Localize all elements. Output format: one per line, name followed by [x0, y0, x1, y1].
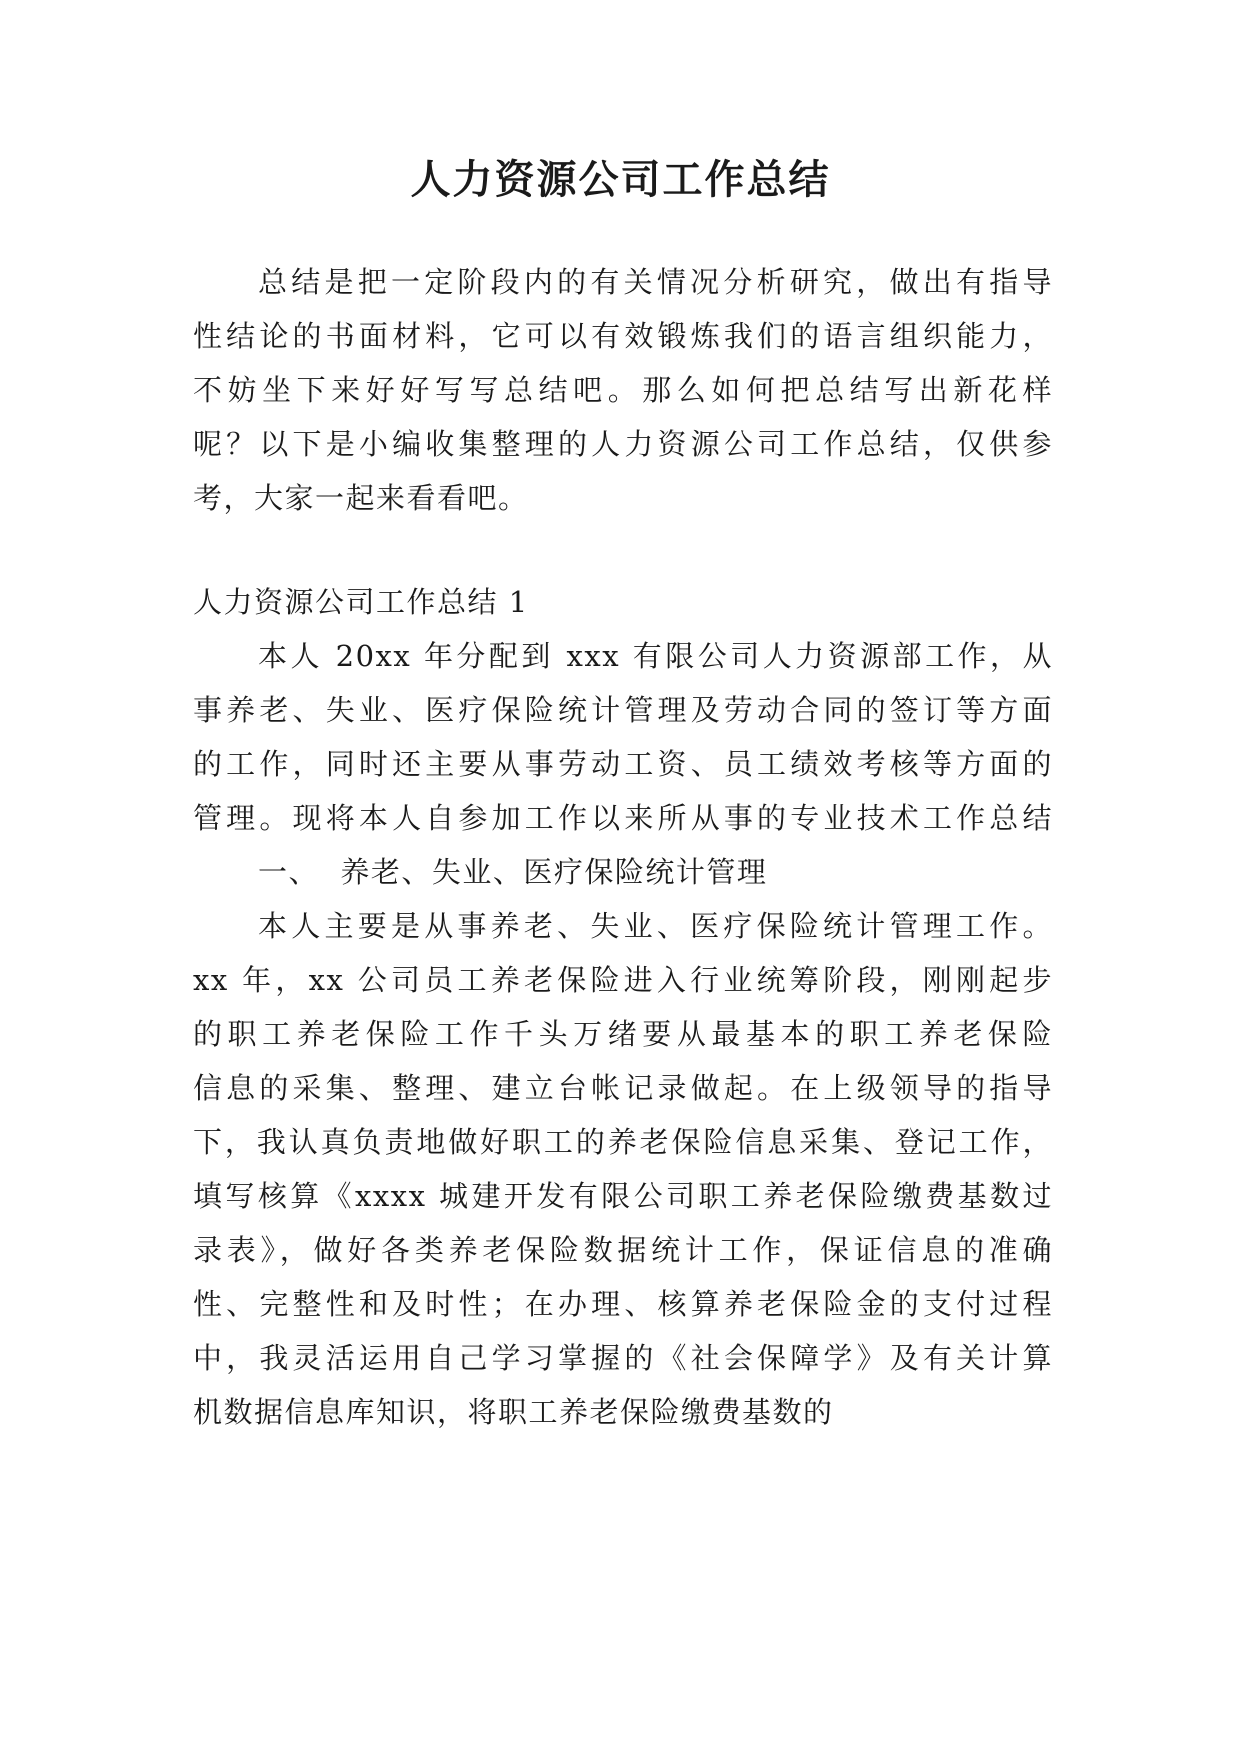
para2-line-3: 的职工养老保险工作千头万绪要从最基本的职工养老保险 — [193, 1017, 1053, 1051]
para2-line-9: 中，我灵活运用自己学习掌握的《社会保障学》及有关计算 — [193, 1341, 1053, 1375]
para2-line-6: 填写核算《xxxx 城建开发有限公司职工养老保险缴费基数过 — [193, 1179, 1053, 1213]
intro-line-1: 总结是把一定阶段内的有关情况分析研究，做出有指导 — [258, 265, 1053, 299]
para1-line-4: 管理。现将本人自参加工作以来所从事的专业技术工作总结 — [193, 801, 1053, 835]
intro-line-2: 性结论的书面材料，它可以有效锻炼我们的语言组织能力， — [193, 319, 1053, 353]
section-heading: 人力资源公司工作总结 1 — [193, 585, 529, 619]
subheading: 一、 养老、失业、医疗保险统计管理 — [258, 855, 768, 889]
intro-line-5: 考，大家一起来看看吧。 — [193, 481, 529, 515]
para1-line-3: 的工作，同时还主要从事劳动工资、员工绩效考核等方面的 — [193, 747, 1053, 781]
para2-line-7: 录表》，做好各类养老保险数据统计工作，保证信息的准确 — [193, 1233, 1053, 1267]
para2-line-4: 信息的采集、整理、建立台帐记录做起。在上级领导的指导 — [193, 1071, 1053, 1105]
para2-line-10: 机数据信息库知识，将职工养老保险缴费基数的 — [193, 1395, 834, 1429]
para1-line-2: 事养老、失业、医疗保险统计管理及劳动合同的签订等方面 — [193, 693, 1053, 727]
para2-line-8: 性、完整性和及时性；在办理、核算养老保险金的支付过程 — [193, 1287, 1053, 1321]
intro-line-4: 呢？以下是小编收集整理的人力资源公司工作总结，仅供参 — [193, 427, 1053, 461]
para2-line-2: xx 年，xx 公司员工养老保险进入行业统筹阶段，刚刚起步 — [193, 963, 1053, 997]
para1-line-1: 本人 20xx 年分配到 xxx 有限公司人力资源部工作，从 — [258, 639, 1053, 673]
para2-line-5: 下，我认真负责地做好职工的养老保险信息采集、登记工作， — [193, 1125, 1053, 1159]
para2-line-1: 本人主要是从事养老、失业、医疗保险统计管理工作。 — [258, 909, 1053, 943]
document-title: 人力资源公司工作总结 — [410, 157, 831, 203]
intro-line-3: 不妨坐下来好好写写总结吧。那么如何把总结写出新花样 — [193, 373, 1053, 407]
